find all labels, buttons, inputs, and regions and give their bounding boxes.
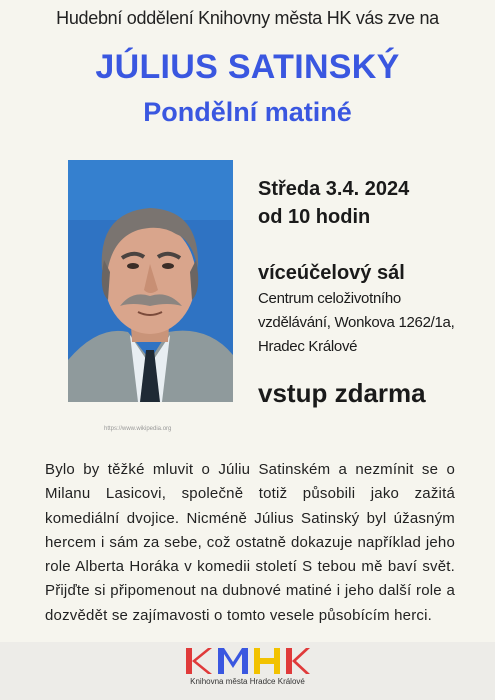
event-subtitle: Pondělní matiné xyxy=(143,97,352,127)
library-logo xyxy=(186,646,310,676)
address-line: Centrum celoživotního xyxy=(258,290,401,307)
portrait-photo xyxy=(68,160,233,402)
page-title: JÚLIUS SATINSKÝ xyxy=(95,48,400,86)
admission-note: vstup zdarma xyxy=(258,378,426,408)
event-time: od 10 hodin xyxy=(258,206,371,228)
library-name: Knihovna města Hradce Králové xyxy=(190,677,305,686)
address-line: vzdělávání, Wonkova 1262/1a, xyxy=(258,314,455,331)
event-venue: víceúčelový sál xyxy=(258,262,405,284)
invitation-line: Hudební oddělení Knihovny města HK vás zve na xyxy=(56,8,439,28)
description-paragraph: Bylo by těžké mluvit o Júliu Satinském a nezmínit se o Milanu Lasicovi, společně totiž působili jako zažitá komediální dvojice. Nicméně Július Satinský byl úžasným hercem i sám za sebe, což ostatně dokazuje například jeho role Alberta Horáka v komedii století S tebou mě baví svět. Přijďte si připomenout na dubnové matiné i jeho další role a dozvědět se zajímavosti o tomto vesele působícím herci. xyxy=(45,461,455,624)
address-line: Hradec Králové xyxy=(258,338,358,355)
photo-credit: https://www.wikipedia.org xyxy=(104,426,172,432)
event-date: Středa 3.4. 2024 xyxy=(258,178,410,200)
